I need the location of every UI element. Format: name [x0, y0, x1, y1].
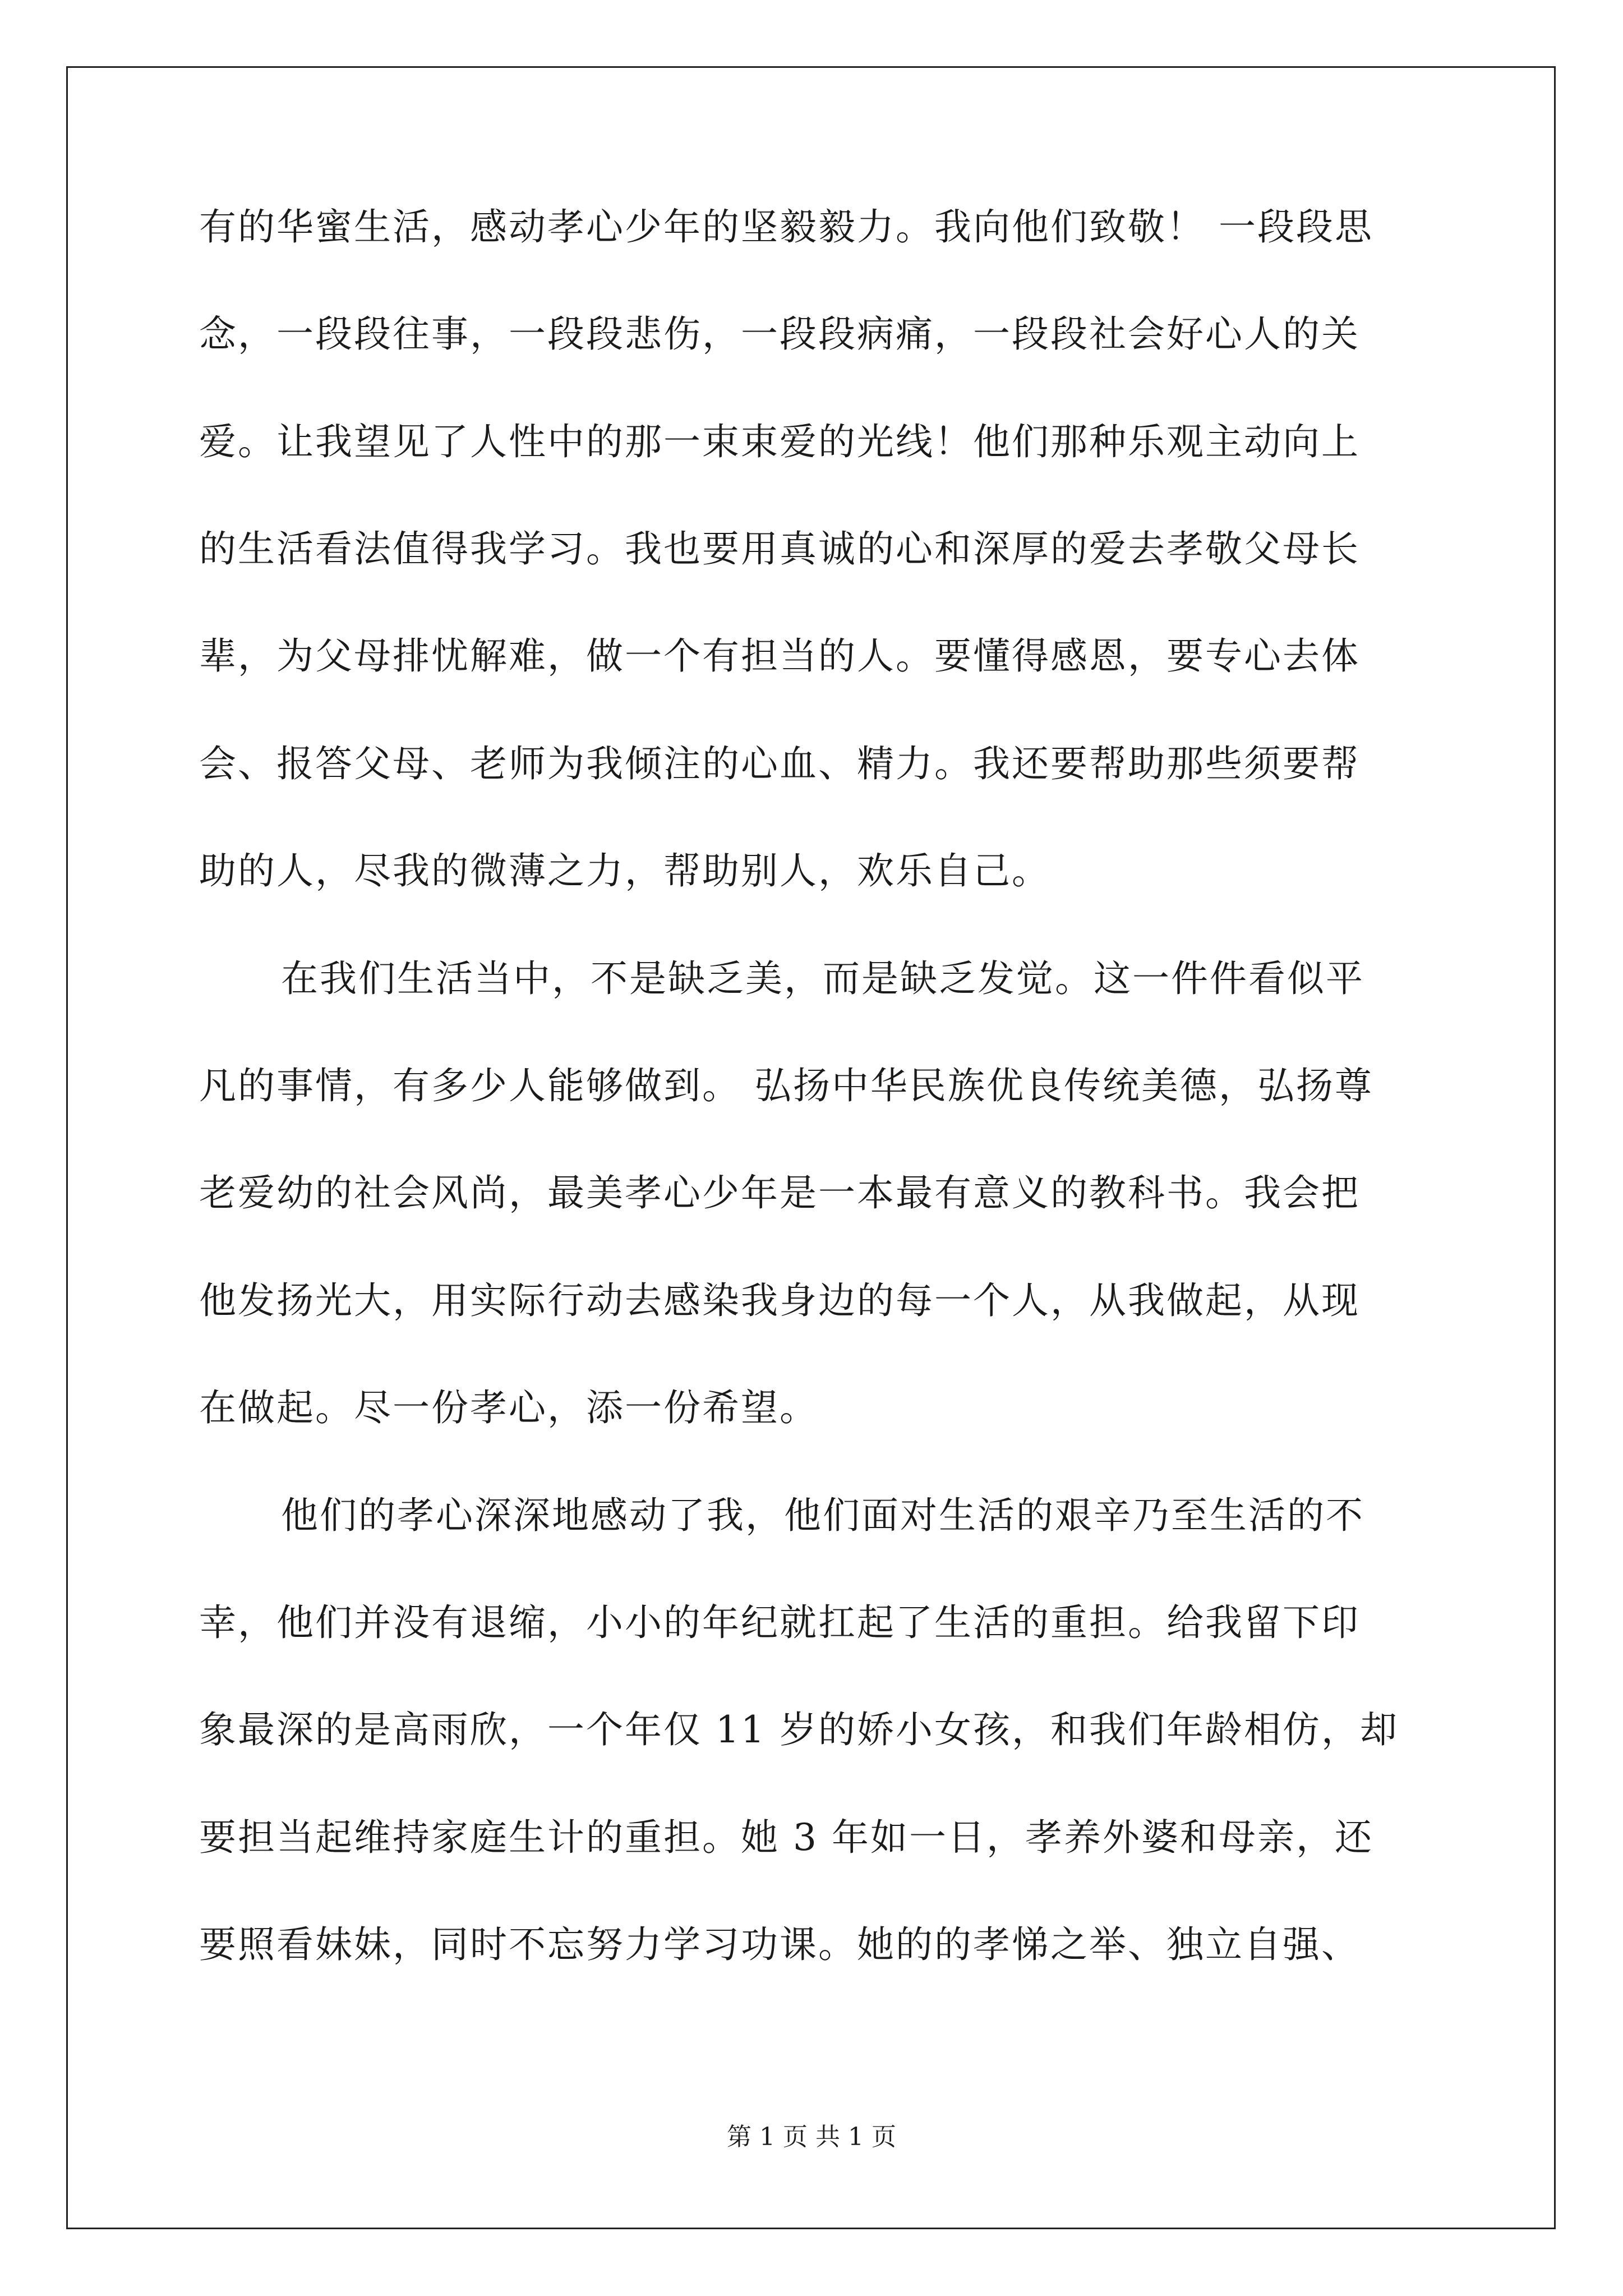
page-number-footer: 第 1 页 共 1 页	[727, 2123, 896, 2151]
text-line: 幸，他们并没有退缩，小小的年纪就扛起了生活的重担。给我留下印	[199, 1601, 1360, 1644]
text-line: 在我们生活当中，不是缺乏美，而是缺乏发觉。这一件件看似平	[281, 957, 1364, 1000]
text-line: 会、报答父母、老师为我倾注的心血、精力。我还要帮助那些须要帮	[199, 742, 1360, 785]
text-line: 象最深的是高雨欣，一个年仅 11 岁的娇小女孩，和我们年龄相仿，却	[199, 1708, 1399, 1751]
text-line: 凡的事情，有多少人能够做到。 弘扬中华民族优良传统美德，弘扬尊	[199, 1064, 1373, 1107]
text-line: 在做起。尽一份孝心，添一份希望。	[199, 1386, 818, 1429]
text-line: 他发扬光大，用实际行动去感染我身边的每一个人，从我做起，从现	[199, 1279, 1360, 1322]
text-line: 要照看妹妹，同时不忘努力学习功课。她的的孝悌之举、独立自强、	[199, 1923, 1360, 1966]
text-line: 要担当起维持家庭生计的重担。她 3 年如一日，孝养外婆和母亲，还	[199, 1816, 1373, 1859]
page-border	[66, 66, 1556, 2229]
text-line: 有的华蜜生活，感动孝心少年的坚毅毅力。我向他们致敬！ 一段段思	[199, 205, 1373, 249]
text-line: 他们的孝心深深地感动了我，他们面对生活的艰辛乃至生活的不	[281, 1494, 1364, 1537]
text-line: 助的人，尽我的微薄之力，帮助别人，欢乐自己。	[199, 849, 1050, 892]
text-line: 念，一段段往事，一段段悲伤，一段段病痛，一段段社会好心人的关	[199, 312, 1360, 356]
text-line: 老爱幼的社会风尚，最美孝心少年是一本最有意义的教科书。我会把	[199, 1171, 1360, 1214]
text-line: 辈，为父母排忧解难，做一个有担当的人。要懂得感恩，要专心去体	[199, 634, 1360, 678]
text-line: 爱。让我望见了人性中的那一束束爱的光线！他们那种乐观主动向上	[199, 420, 1360, 463]
text-line: 的生活看法值得我学习。我也要用真诚的心和深厚的爱去孝敬父母长	[199, 527, 1360, 570]
